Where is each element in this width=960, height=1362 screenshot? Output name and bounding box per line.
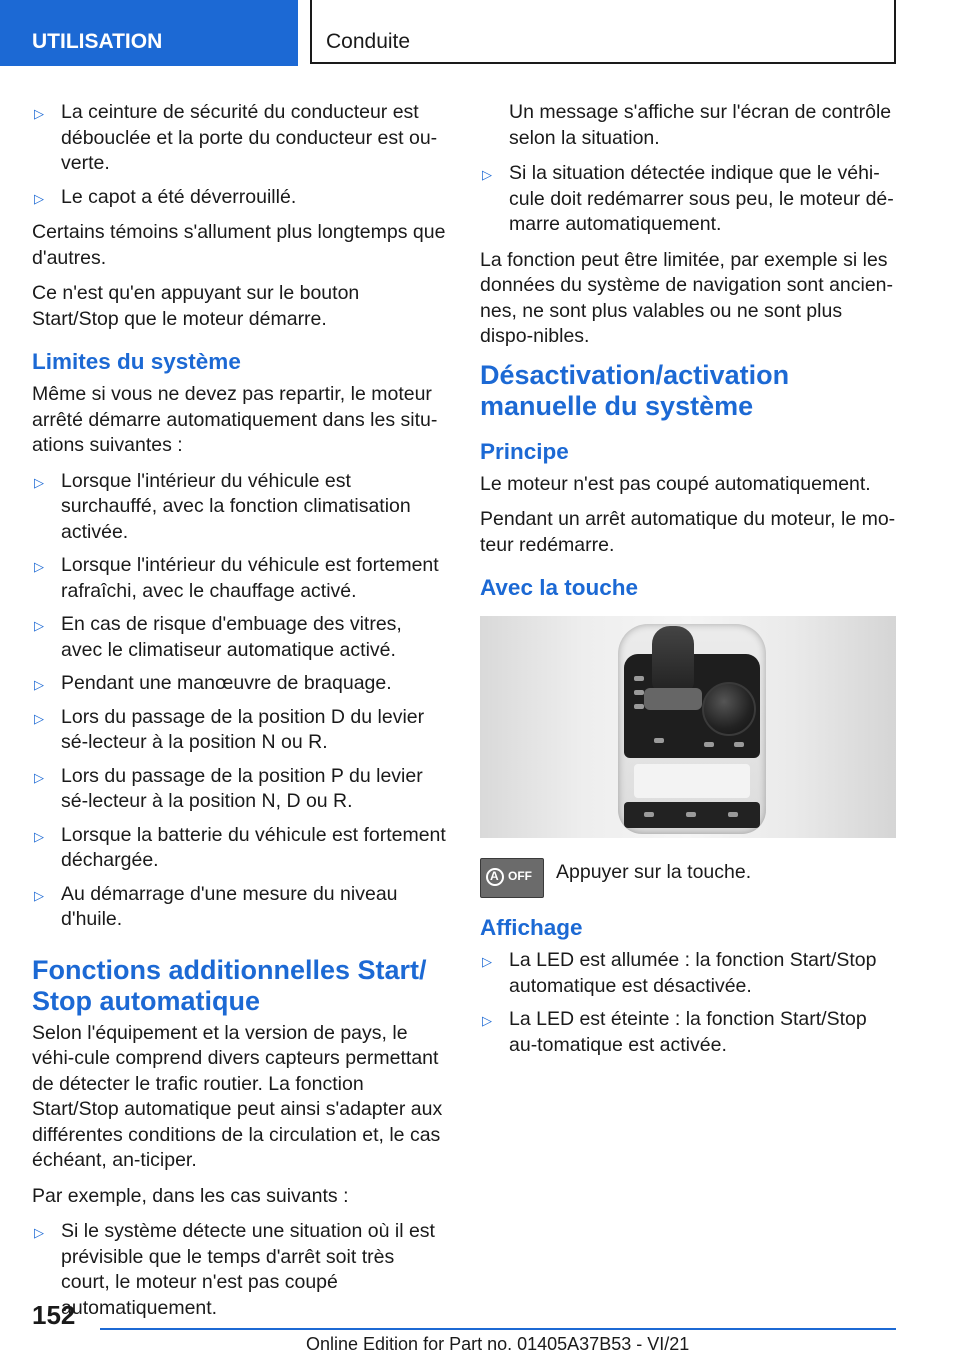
paragraph-continued: Un message s'affiche sur l'écran de contrôle selon la situation. (509, 101, 892, 149)
console-shape (618, 624, 766, 834)
center-console-photo (480, 616, 896, 838)
page-header (0, 0, 960, 66)
list-item: ▷ Au démarrage d'une mesure du niveau d'huile. (32, 882, 448, 933)
paragraph: Le moteur n'est pas coupé automatiquement. (480, 472, 871, 495)
button-dot (734, 742, 744, 747)
list-item: ▷ Lorsque l'intérieur du véhicule est surchauffé, avec la fonction climatisation activée. (32, 469, 448, 546)
bullet-list-right (480, 161, 896, 238)
page-number: 152 (32, 1300, 76, 1330)
list-item: ▷ La ceinture de sécurité du conducteur est débouclée et la porte du conducteur est ou-verte. (32, 100, 448, 177)
bullet-list-display (480, 948, 896, 1058)
list-item: ▷ Lorsque l'intérieur du véhicule est fortement rafraîchi, avec le chauffage activé. (32, 553, 448, 604)
heading-principle: Principe (480, 438, 569, 464)
button-dot (686, 812, 696, 817)
list-item: ▷ Pendant une manœuvre de braquage. (32, 671, 448, 697)
paragraph: Pendant un arrêt automatique du moteur, le mo-teur redémarre. (480, 508, 896, 556)
paragraph: La fonction peut être limitée, par exemple si les données du système de navigation sont ancien-nes, ne sont plus valables ou ne sont plus dispo-nibles. (480, 248, 894, 347)
left-column (32, 100, 448, 1331)
bullet-list-functions (32, 1219, 448, 1321)
bottom-button-strip (624, 802, 760, 828)
section-tab: UTILISATION (0, 0, 298, 66)
bullet-list-limits (32, 469, 448, 933)
list-item: ▷ En cas de risque d'embuage des vitres, avec le climatiseur automatique activé. (32, 612, 448, 663)
instruction-text: Appuyer sur la touche. (556, 861, 752, 883)
button-dot (728, 812, 738, 817)
lever-base (644, 688, 702, 710)
button-dot (644, 812, 654, 817)
control-panel (624, 654, 760, 758)
heading-display: Affichage (480, 915, 583, 940)
paragraph: Ce n'est qu'en appuyant sur le bouton Start/Stop que le moteur démarre. (32, 282, 360, 330)
list-item: ▷ La LED est allumée : la fonction Start/Stop automatique est désactivée. (480, 948, 896, 999)
paragraph: Certains témoins s'allument plus longtemps que d'autres. (32, 221, 446, 269)
button-dot (634, 704, 644, 709)
auto-ring-icon (486, 868, 504, 886)
chapter-tab: Conduite (310, 0, 896, 64)
button-dot (634, 676, 644, 681)
button-instruction-row (480, 858, 896, 898)
list-item: ▷ La LED est éteinte : la fonction Start/Stop au-tomatique est activée. (480, 1007, 896, 1058)
footer-edition: Online Edition for Part no. 01405A37B53 - VI/21 (306, 1334, 690, 1354)
paragraph: Même si vous ne devez pas repartir, le moteur arrêté démarre automatiquement dans les situ-ations suivantes : (32, 383, 438, 456)
off-label: OFF (508, 869, 532, 883)
auto-start-stop-off-icon (480, 858, 544, 898)
list-item: ▷ Lors du passage de la position P du levier sé-lecteur à la position N, D ou R. (32, 764, 448, 815)
button-dot (704, 742, 714, 747)
gear-selector-icon (652, 626, 694, 692)
heading-limits: Limites du système (32, 349, 241, 374)
controller-knob-icon (702, 682, 756, 736)
list-item: ▷ Le capot a été déverrouillé. (32, 185, 448, 211)
right-column (480, 100, 896, 1068)
list-item: ▷ Lorsque la batterie du véhicule est fortement déchargée. (32, 823, 448, 874)
storage-tray (634, 764, 750, 798)
paragraph: Selon l'équipement et la version de pays, le véhi-cule comprend divers capteurs permettant de détecter le trafic routier. La fonction Start/Stop automatique peut ainsi s'adapter aux différentes conditions de la circulation et, le cas échéant, an-ticiper. (32, 1021, 443, 1171)
bullet-list-top (32, 100, 448, 210)
heading-functions: Fonctions additionnelles Start/ Stop automatique (32, 954, 427, 1016)
button-dot (634, 690, 644, 695)
paragraph: Par exemple, dans les cas suivants : (32, 1184, 349, 1207)
list-item: ▷ Si le système détecte une situation où il est prévisible que le temps d'arrêt soit très court, le moteur n'est pas coupé automatiquement. (32, 1219, 448, 1321)
heading-manual: Désactivation/activation manuelle du système (480, 359, 790, 421)
list-item: ▷ Si la situation détectée indique que le véhi-cule doit redémarrer sous peu, le moteur dé-marre automatiquement. (480, 161, 896, 238)
footer-divider (100, 1328, 896, 1330)
button-dot (654, 738, 664, 743)
list-item: ▷ Lors du passage de la position D du levier sé-lecteur à la position N ou R. (32, 705, 448, 756)
heading-button: Avec la touche (480, 575, 638, 600)
